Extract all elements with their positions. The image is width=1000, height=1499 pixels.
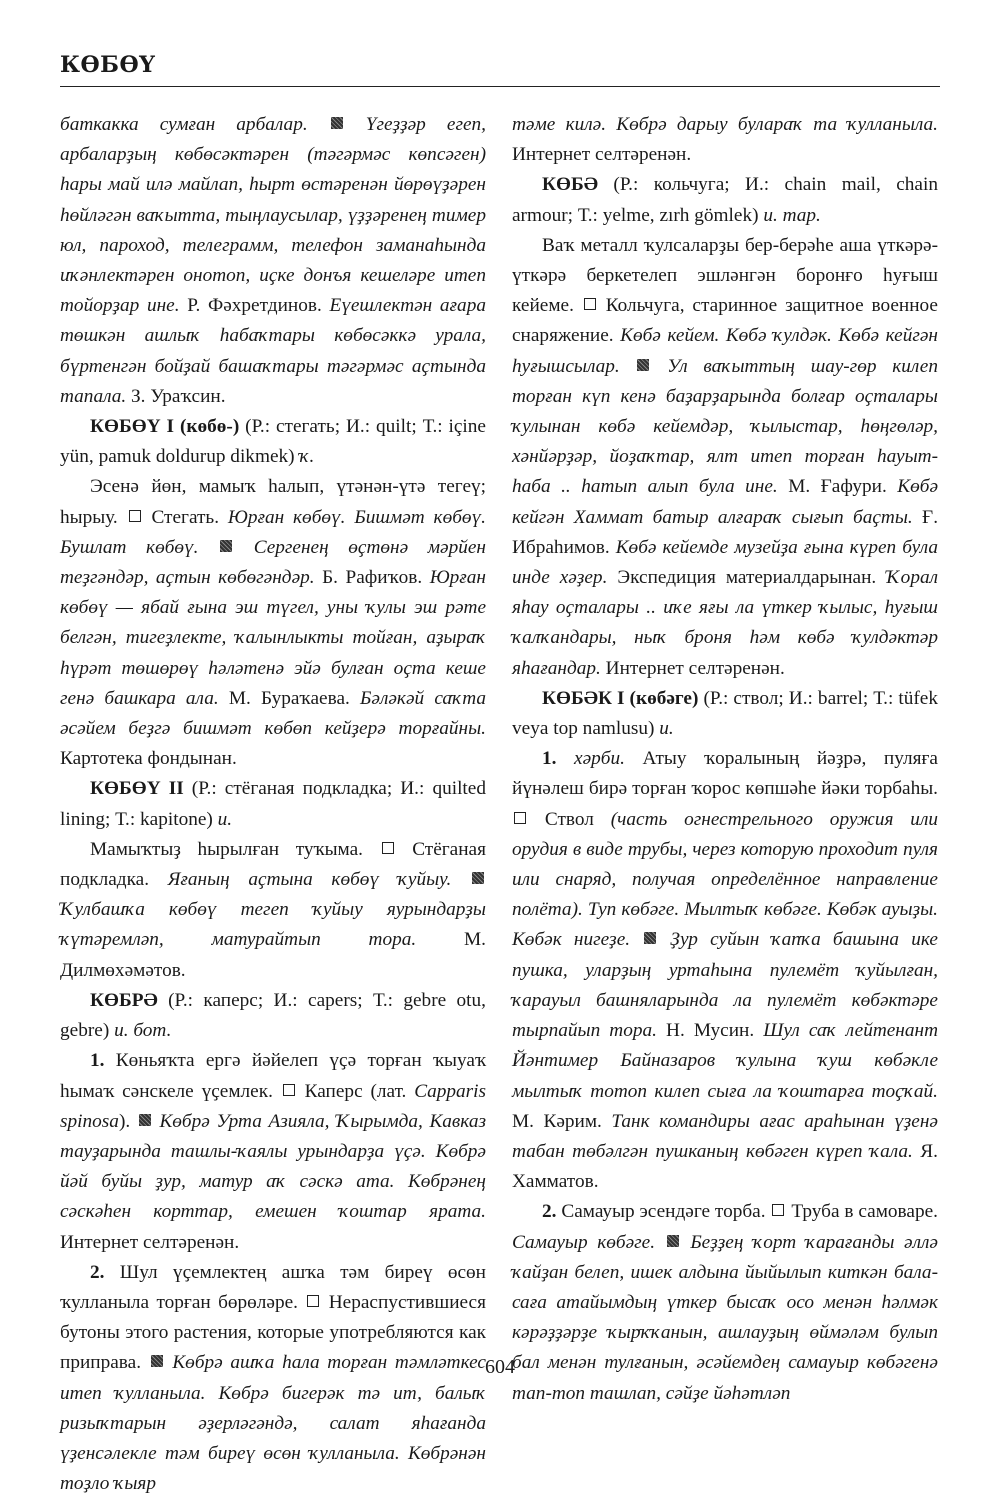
definition: Самауыр эсендәге торба. [556, 1201, 766, 1223]
example-text: Бәләкәй саҡта әсәйем беҙгә бишмәт көбөп кейҙерә торғайны. [60, 687, 486, 740]
headword: КӨБӘК I (көбәге) [542, 687, 699, 709]
example-text: Еүешлектән ағара төшкән ашлыҡ һабаҡтары көбөсәккә урала, бүртенгән бойҙай башаҡтары тәгәрмәс аҫтында тапала. [60, 295, 486, 407]
source-text: М. Ғафури. [788, 476, 887, 498]
grammar-label: и. бот. [114, 1020, 172, 1042]
source-text: Ғ. Ибраһимов. [512, 506, 939, 558]
example-text: Шул саҡ лейтенант Йәнтимер Байназаров ҡулына ҡуш көбәкле мылтыҡ тотоп килеп сыға ла ҡоштарға тоҫҡай. [512, 1020, 939, 1102]
translations: (Р.: стегать; И.: quilt; Т.: içine yün, pamuk doldurup dikmek) [60, 416, 486, 468]
grammar-label: ҡ. [299, 446, 315, 468]
paragraph [512, 231, 938, 684]
page-number: 604 [485, 1356, 515, 1378]
right-column [512, 110, 938, 1409]
entry-heading [60, 412, 486, 472]
example-text: Сергенең өҫтөнә мәрйен теҙгәндәр, аҫтын көбөгәндәр. [60, 536, 486, 589]
citation-marker-icon [637, 359, 649, 371]
translations: (Р.: каперс; И.: capers; Т.: gebre otu, gebre) [60, 989, 486, 1042]
example-text: Яғаның аҫтына көбөү ҡуйыу. [167, 869, 452, 891]
entry-heading [60, 986, 486, 1046]
russian-definition: Стегать. [151, 506, 220, 528]
definition: Шул үҫемлектең ашҡа тәм биреү өсөн ҡулланыла торған бөрөләре. [60, 1261, 486, 1313]
russian-marker-icon [584, 298, 596, 310]
definition: Көньяҡта ергә йәйелеп үҫә торған ҡыуаҡ һымаҡ сәнскеле үҫемлек. [60, 1050, 486, 1102]
paragraph [512, 744, 938, 1197]
definition: Ваҡ металл ҡулсаларҙы бер-берәһе аша үткәрә-үткәрә беркетелеп эшләнгән боронғо һуғыш кейеме. [512, 234, 938, 317]
russian-marker-icon [283, 1084, 295, 1096]
example-text: Көбрә ашҡа һала торған тәмләткес итеп ҡулланыла. Көбрә бигерәк тә ит, балыҡ ризыҡтарын әҙерләгәндә, салат яһағанда үҙенсәлекле тәм биреү өсөн ҡулланыла. Көбрәнән тоҙло ҡыяр [60, 1352, 486, 1495]
citation-marker-icon [331, 117, 343, 129]
paragraph [512, 110, 938, 170]
source-text: Я. Хамматов. [512, 1140, 938, 1193]
source-text: Н. Мусин. [666, 1020, 755, 1042]
example-text: Көбрә Урта Азияла, Ҡырымда, Кавказ тауҙарында ташлы-ҡаялы урындарҙа үҫә. Көбрә йәй буйы ҙур, матур аҡ сәскә ата. Көбрәнең сәскәһен корттар, емешен ҡоштар ярата. [60, 1110, 486, 1223]
paragraph [60, 110, 486, 412]
example-text: Ҡорал яһау оҫталары .. иҡе яғы ла үткер ҡылыс, һуғыш ҡалҡандары, ныҡ броня һәм көбә ҡулдәктәр яһағандар. [512, 567, 939, 679]
source-text: З. Ураҡсин. [131, 385, 226, 407]
russian-definition: Ствол [544, 808, 594, 830]
grammar-label: и. [217, 808, 233, 830]
translations: (Р.: ствол; И.: barrel; Т.: tüfek veya top namlusu) [512, 687, 938, 740]
russian-definition: Стёганая подкладка. [60, 838, 486, 891]
source-text: Картотека фондынан. [60, 748, 237, 770]
source-text: М. Бураҡаева. [228, 687, 350, 709]
russian-definition: Каперс (лат. [304, 1080, 407, 1102]
russian-definition: Кольчуга, старинное защитное военное снаряжение. [512, 295, 938, 347]
definition: Атыу ҡоралының йәҙрә, пуляға йүнәлеш бирә торған ҡорос көпшәһе йәки торбаһы. [512, 748, 938, 800]
definition: Эсенә йөн, мамыҡ һалып, үтәнән-үтә тегеү; һырыу. [60, 476, 486, 528]
russian-marker-icon [382, 842, 394, 854]
grammar-label: и. тар. [763, 204, 821, 226]
translations: (Р.: стёганая подкладка; И.: quilted lining; Т.: kapitone) [60, 778, 486, 830]
source-text: Экспедиция материалдарынан. [617, 567, 877, 589]
russian-marker-icon [129, 510, 141, 522]
domain-label: хәрби. [574, 748, 625, 770]
citation-marker-icon [644, 932, 656, 944]
citation-marker-icon [220, 540, 232, 552]
definition: Мамыҡтыҙ һырылған туҡыма. [90, 838, 363, 860]
latin-name: Capparis spinosa [60, 1080, 487, 1132]
source-text: Б. Рафиҡов. [322, 567, 423, 589]
example-text: Танк командиры ағас араһынан үҙенә табан төбәлгән пушканың көбәген күреп ҡала. [512, 1110, 938, 1162]
running-head: КӨБӨҮ [60, 52, 156, 78]
source-text: Р. Фәхретдинов. [187, 295, 322, 317]
example-text: тәме килә. Көбрә дарыу булараҡ та ҡулланыла. [512, 114, 938, 135]
paragraph [60, 1046, 486, 1257]
citation-marker-icon [139, 1114, 151, 1126]
example-text: Самауыр көбәге. [512, 1231, 656, 1253]
russian-marker-icon [307, 1295, 319, 1307]
grammar-label: и. [659, 718, 674, 740]
headword: КӨБӘ [542, 174, 598, 196]
sense-number: 2. [90, 1261, 105, 1283]
example-text: баткакка сумған арбалар. [60, 114, 308, 135]
sense-number: 2. [542, 1201, 557, 1223]
example-text: Юрған көбөү. Бишмәт көбөү. Бушлат көбөү. [60, 506, 487, 558]
sense-number: 1. [90, 1050, 105, 1072]
left-column [60, 110, 486, 1499]
translations: (Р.: кольчуга; И.: chain mail, chain armour; Т.: yelme, zırh gömlek) [512, 174, 938, 226]
source-text: М. Кәрим. [512, 1110, 602, 1132]
citation-marker-icon [667, 1235, 679, 1247]
sense-number: 1. [542, 748, 557, 770]
example-text: Көбә кейемде музейҙа ғына күреп була инде хәҙер. [512, 536, 938, 589]
example-text: Туп көбәге. Мылтыҡ көбәге. Көбәк ауыҙы. Көбәк нигеҙе. [512, 899, 938, 951]
source-text: Интернет селтәренән. [60, 1231, 240, 1253]
russian-gloss: (часть огнестрельного оружия или орудия в виде трубы, через которую проходит пуля или снаряд, получая определённое направление полёта). [512, 808, 938, 921]
source-text: Интернет селтәренән. [605, 657, 785, 679]
headword: КӨБРӘ [90, 989, 158, 1011]
example-text: Беҙҙең ҡорт ҡарағанды әллә ҡайҙан белеп, ишек алдына йыйылып киткән бала-саға атайымдың үткер бысаҡ осо менән һәлмәк кәрәҙҙәрҙе ҡырҡҡанын, ашлауҙың өймәләм булып бал менән тулғанын, әсәйемдең самауыр көбәгенә тап-топ ташлап, сәйҙе йәһәтләп [512, 1231, 938, 1404]
example-text: Көбә кейгән Хаммат батыр алғараҡ сығып баҫты. [512, 476, 938, 528]
header-rule [60, 86, 940, 87]
example-text: Ҡулбашҡа көбөү тегеп ҡуйыу яурындарҙы ҡүтәремләп, матурайтып тора. [60, 899, 486, 951]
punctuation: ). [118, 1110, 131, 1132]
entry-heading [512, 684, 938, 744]
russian-marker-icon [514, 812, 526, 824]
headword: КӨБӨҮ II [90, 778, 184, 800]
paragraph [60, 835, 486, 986]
entry-heading [60, 774, 486, 834]
source-text: Интернет селтәренән. [512, 144, 692, 166]
citation-marker-icon [472, 872, 484, 884]
example-text: Юрған көбөү — ябай ғына эш түгел, уны ҡулы эш рәте белгән, тигеҙлекте, ҡалынлыкты тойған, аҙыраҡ һүрәт төшөрөү һәләтенә эйә булған оҫта кеше генә башкара ала. [60, 567, 486, 709]
russian-definition: Нераспустившиеся бутоны этого растения, которые употребляются как приправа. [60, 1291, 486, 1374]
russian-marker-icon [772, 1204, 784, 1216]
example-text: Ҙур суйын ҡапҡа башына ике пушка, уларҙың уртаһына пулемёт ҡуйылған, ҡарауыл башняларында ла пулемёт көбәктәре тырпайып тора. [512, 929, 938, 1042]
example-text: Көбә кейем. Көбә ҡулдәк. Көбә кейгән һуғышсылар. [512, 325, 938, 377]
headword: КӨБӨҮ I (көбө-) [90, 416, 240, 438]
source-text: М. Дилмөхәмәтов. [60, 929, 486, 981]
example-text: Үгеҙҙәр егеп, арбаларҙың көбөсәктәрен (тәгәрмәс көпсәген) һары май илә майлап, һырт өстәренән йөрөүҙәрен һөйләгән ваҡытта, тыңлаусылар, үҙҙәренең тимер юл, пароход, телеграмм, телефон заманаһында иҡәнлектәрен онотоп, иҫке донъя кешеләре итеп тойорҙар ине. [60, 114, 486, 317]
paragraph [60, 472, 486, 774]
entry-heading [512, 170, 938, 230]
russian-definition: Труба в самоваре. [791, 1201, 938, 1223]
example-text: Ул ваҡыттың шау-гөр килеп торған күп кенә баҙарҙарында болғар оҫталары ҡулынан көбә кейемдәр, ҡылыстар, һөңгөләр, хәнйәрҙәр, йоҙаҡтар, ялт итеп торған һауыт-һаба .. һатып алып була ине. [512, 355, 938, 498]
